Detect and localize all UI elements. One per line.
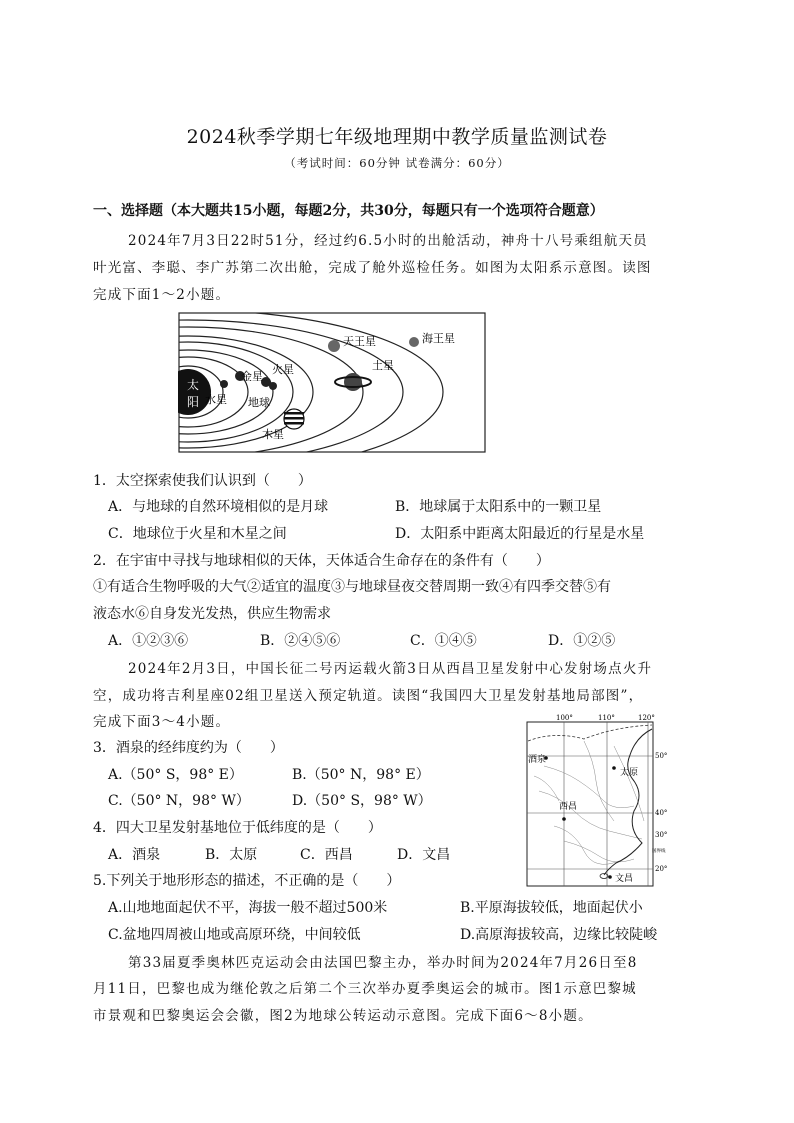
mercury-icon: [220, 380, 228, 388]
jiuquan-label: 酒泉: [528, 755, 547, 765]
mars-label: 火星: [272, 363, 294, 376]
passage1-line2: 叶光富、李聪、李广苏第二次出舱，完成了舱外巡检任务。如图为太阳系示意图。读图: [93, 260, 652, 276]
section-heading: 一、选择题（本大题共15小题，每题2分，共30分，每题只有一个选项符合题意）: [93, 203, 604, 219]
q4-option-d: D．文昌: [397, 847, 451, 863]
q1-option-c: C．地球位于火星和木星之间: [108, 526, 287, 542]
lat-label-30: 30°: [655, 831, 668, 839]
xichang-dot: [562, 817, 566, 821]
sun-label-top: 太: [187, 378, 200, 392]
neptune-label: 海王星: [422, 332, 455, 345]
uranus-label: 天王星: [343, 335, 376, 348]
q2-option-c: C．①④⑤: [410, 633, 477, 649]
passage3-line3: 市景观和巴黎奥运会会徽，图2为地球公转运动示意图。完成下面6～8小题。: [93, 1008, 593, 1024]
saturn-label: 土星: [372, 359, 394, 372]
q5-option-d: D.高原海拔较高，边缘比较陡峻: [460, 927, 658, 943]
earth-label: 地球: [248, 396, 270, 409]
q5-stem: 5.下列关于地形形态的描述，不正确的是（ ）: [93, 873, 401, 889]
uranus-icon: [328, 340, 340, 352]
q4-option-c: C．西昌: [300, 847, 353, 863]
mercury-label: 水星: [205, 393, 227, 406]
solar-system-figure: [178, 312, 488, 454]
passage1-line3: 完成下面1～2小题。: [93, 287, 231, 303]
q3-option-b: B.（50° N，98° E）: [292, 767, 430, 783]
xichang-label: 西昌: [559, 802, 578, 812]
taiyuan-label: 太原: [620, 768, 639, 778]
wenchang-dot: [608, 875, 612, 879]
wenchang-label: 文昌: [615, 874, 634, 884]
passage2-line1: 2024年2月3日，中国长征二号丙运载火箭3日从西昌卫星发射中心发射场点火升: [128, 661, 653, 677]
passage3-line2: 月11日，巴黎也成为继伦敦之后第二个三次举办夏季奥运会的城市。图1示意巴黎城: [93, 981, 637, 997]
q5-option-a: A.山地地面起伏不平，海拔一般不超过500米: [108, 900, 388, 916]
q5-option-c: C.盆地四周被山地或高原环绕，中间较低: [108, 927, 361, 943]
lat-label-50: 50°: [655, 752, 668, 760]
q1-option-a: A．与地球的自然环境相似的是月球: [108, 499, 329, 515]
taiyuan-dot: [612, 766, 616, 770]
passage3-line1: 第33届夏季奥林匹克运动会由法国巴黎主办，举办时间为2024年7月26日至8: [128, 955, 638, 971]
q5-option-b: B.平原海拔较低，地面起伏小: [460, 900, 643, 916]
q3-stem: 3．酒泉的经纬度约为（ ）: [93, 740, 284, 756]
venus-label: 金星: [241, 370, 263, 383]
jupiter-icon: [284, 409, 304, 429]
exam-subtitle: （考试时间：60分钟 试卷满分：60分）: [284, 156, 510, 170]
lon-label-120: 120°: [638, 714, 655, 722]
q2-option-d: D．①②⑤: [548, 633, 616, 649]
passage2-line3: 完成下面3～4小题。: [93, 714, 231, 730]
q2-conditions-line2: 液态水⑥自身发光发热，供应生物需求: [93, 606, 331, 622]
lat-label-40: 40°: [655, 809, 668, 817]
sun-label-bottom: 阳: [187, 395, 200, 409]
exam-title: 2024秋季学期七年级地理期中教学质量监测试卷: [186, 126, 608, 148]
lon-label-110: 110°: [598, 714, 615, 722]
lon-label-100: 100°: [556, 714, 573, 722]
q2-conditions-line1: ①有适合生物呼吸的大气②适宜的温度③与地球昼夜交替周期一致④有四季交替⑤有: [93, 579, 611, 595]
lat-label-20: 20°: [655, 865, 668, 873]
q3-option-c: C.（50° N，98° W）: [108, 793, 250, 809]
q2-option-b: B．②④⑤⑥: [260, 633, 341, 649]
neptune-icon: [409, 337, 419, 347]
q1-stem: 1．太空探索使我们认识到（ ）: [93, 473, 312, 489]
q1-option-d: D．太阳系中距离太阳最近的行星是水星: [395, 526, 645, 542]
jupiter-label: 木星: [262, 428, 284, 441]
q2-stem: 2．在宇宙中寻找与地球相似的天体，天体适合生命存在的条件有（ ）: [93, 553, 550, 569]
passage1-line1: 2024年7月3日22时51分，经过约6.5小时的出舱活动，神舟十八号乘组航天员: [128, 233, 648, 249]
boundary-note: 国界线: [652, 849, 666, 854]
q1-option-b: B．地球属于太阳系中的一颗卫星: [395, 499, 602, 515]
q3-option-d: D.（50° S，98° W）: [292, 793, 432, 809]
q3-option-a: A.（50° S，98° E）: [108, 767, 243, 783]
q2-option-a: A．①②③⑥: [108, 633, 189, 649]
q4-stem: 4．四大卫星发射基地位于低纬度的是（ ）: [93, 820, 382, 836]
passage2-line2: 空，成功将吉利星座02组卫星送入预定轨道。读图“我国四大卫星发射基地局部图”，: [93, 688, 644, 704]
launch-sites-map: [524, 711, 684, 889]
q4-option-b: B．太原: [205, 847, 258, 863]
q4-option-a: A．酒泉: [108, 847, 161, 863]
mars-icon: [269, 382, 277, 390]
